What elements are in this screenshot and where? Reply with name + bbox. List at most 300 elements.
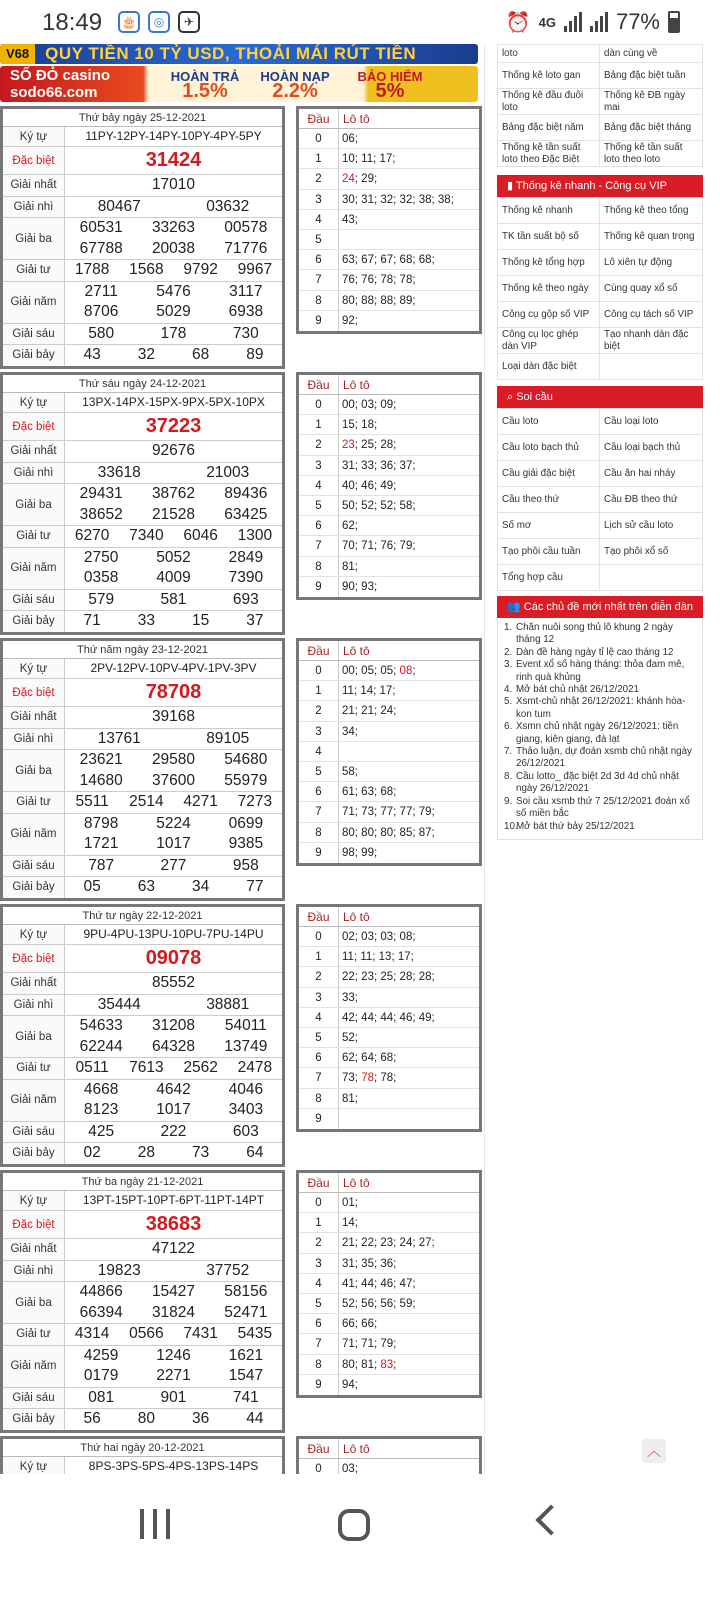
- prize-label: Giải sáu: [3, 324, 65, 345]
- prize-number: 13PT-15PT-10PT-6PT-11PT-14PT: [82, 1193, 265, 1207]
- loto-numbers: 03;: [342, 1463, 358, 1474]
- loto-row: [299, 722, 479, 742]
- loto-head-digit: 3: [299, 190, 339, 209]
- loto-header: Lô tô: [343, 644, 370, 658]
- prize-number: 9967: [237, 261, 273, 278]
- ad-banner-v68[interactable]: [0, 44, 478, 64]
- prize-number: 32: [137, 346, 155, 363]
- prize-row-g1: [3, 175, 282, 197]
- sidebar-link[interactable]: Tạo phôi cầu tuần: [498, 538, 600, 564]
- prize-number: 67788: [79, 239, 123, 257]
- loto-table: [296, 638, 482, 866]
- status-bar: [0, 0, 720, 44]
- draw-date[interactable]: Thứ ba ngày 21-12-2021: [3, 1173, 282, 1191]
- prize-row-ky: [3, 925, 282, 945]
- prize-number: 958: [232, 856, 259, 874]
- prize-number: 0179: [83, 1367, 119, 1384]
- prize-label: Giải tư: [3, 792, 65, 813]
- loto-head-digit: 7: [299, 1068, 339, 1087]
- vip-tools-title: Thống kê nhanh - Công cụ VIP: [515, 180, 667, 192]
- prize-number: 2PV-12PV-10PV-4PV-1PV-3PV: [90, 661, 257, 675]
- sidebar-link[interactable]: Công cụ gộp số VIP: [498, 301, 600, 327]
- sidebar-link[interactable]: Công cụ lọc ghép dàn VIP: [498, 327, 600, 353]
- loto-row: [299, 802, 479, 822]
- sidebar-link[interactable]: Thống kê theo ngày: [498, 275, 600, 301]
- prize-number: 8PS-3PS-5PS-4PS-13PS-14PS: [88, 1459, 259, 1473]
- ad-banner-sodo[interactable]: [0, 66, 478, 102]
- sidebar-link[interactable]: Thống kê tổng hợp: [498, 249, 600, 275]
- sidebar-link[interactable]: Cầu loto bạch thủ: [498, 434, 600, 460]
- prize-number: 787: [88, 856, 115, 874]
- loto-head-digit: 0: [299, 395, 339, 414]
- prize-number: 1017: [156, 1101, 191, 1118]
- clock: 18:49: [42, 9, 103, 36]
- sidebar-link[interactable]: Lô xiên tự động: [600, 249, 702, 275]
- prize-label: Giải bảy: [3, 1409, 65, 1430]
- prize-label: Đặc biệt: [3, 679, 65, 706]
- loto-head-digit: 3: [299, 988, 339, 1007]
- prize-number: 02: [83, 1144, 101, 1161]
- prize-row-g2: [3, 1261, 282, 1283]
- loto-numbers: 40; 46; 49;: [342, 479, 397, 492]
- loto-head-digit: 5: [299, 1028, 339, 1047]
- prize-label: Giải nhất: [3, 175, 65, 196]
- loto-row: [299, 1375, 479, 1395]
- loto-row: [299, 169, 479, 189]
- prize-row-g4: [3, 526, 282, 548]
- prize-number: 1788: [74, 261, 110, 278]
- prize-number: 54011: [224, 1017, 267, 1034]
- loto-table: [296, 106, 482, 334]
- prize-row-g4: [3, 260, 282, 282]
- prize-number: 80467: [97, 197, 141, 215]
- loto-numbers: 11; 14; 17;: [342, 685, 396, 698]
- loto-numbers: 52;: [342, 1031, 358, 1044]
- prize-label: Giải bảy: [3, 611, 65, 632]
- loto-row: [299, 536, 479, 556]
- loto-numbers: 70; 71; 76; 79;: [342, 540, 416, 553]
- promo-label: BẢO HIỂM: [357, 69, 423, 84]
- sidebar-link[interactable]: Số mơ: [498, 512, 600, 538]
- sidebar-link[interactable]: Thống kê loto gan: [498, 62, 600, 88]
- soi-cau-panel: [497, 386, 703, 591]
- loto-numbers: 21; 22; 23; 24; 27;: [342, 1237, 435, 1250]
- prize-label: Giải ba: [3, 484, 65, 525]
- loto-numbers: 30; 31; 32; 32; 38; 38;: [342, 193, 454, 206]
- prize-label: Giải tư: [3, 260, 65, 281]
- prize-number: 1017: [156, 835, 191, 852]
- prize-number: 44866: [79, 1283, 123, 1300]
- forum-topic-link[interactable]: [504, 721, 696, 746]
- loto-numbers: 06;: [342, 133, 358, 145]
- prize-number: 60531: [79, 219, 123, 236]
- prize-number: 63425: [224, 505, 268, 523]
- prize-number: 92676: [151, 442, 196, 459]
- loto-head-digit: 5: [299, 496, 339, 515]
- prize-number: 9PU-4PU-13PU-10PU-7PU-14PU: [83, 927, 264, 941]
- prize-label: Giải năm: [3, 1080, 65, 1121]
- sidebar-link[interactable]: Tổng hợp cầu: [498, 564, 600, 590]
- loto-numbers: 15; 18;: [342, 419, 378, 432]
- prize-label: Giải bảy: [3, 877, 65, 898]
- sodo-logo: SỐ ĐỎ casino sodo66.com: [10, 67, 111, 101]
- loto-head-digit: 9: [299, 843, 339, 863]
- draw-date[interactable]: Thứ tư ngày 22-12-2021: [3, 907, 282, 925]
- promo-value: 5%: [375, 80, 405, 102]
- prize-label: Giải nhất: [3, 441, 65, 462]
- forum-topic-link[interactable]: [504, 684, 696, 696]
- prize-row-g2: [3, 995, 282, 1017]
- prize-number: 9385: [228, 835, 264, 852]
- prize-number: 37223: [145, 415, 202, 437]
- prize-number: 37752: [206, 1261, 250, 1279]
- prize-number: 2562: [183, 1059, 218, 1076]
- prize-number: 1300: [237, 527, 273, 544]
- prize-number: 43: [83, 346, 101, 363]
- loto-row: [299, 456, 479, 476]
- sidebar-link[interactable]: Thống kê tần suất loto theo loto: [600, 140, 702, 166]
- sidebar-link[interactable]: Cầu theo thứ: [498, 486, 600, 512]
- prize-number: 741: [232, 1388, 259, 1406]
- loto-row: [299, 1048, 479, 1068]
- prize-label: Ký tự: [3, 393, 65, 412]
- prize-label: Đặc biệt: [3, 413, 65, 440]
- prize-row-g1: [3, 1239, 282, 1261]
- forum-topic-index: 8.: [504, 770, 513, 782]
- loto-head-digit: 1: [299, 149, 339, 168]
- prize-number: 2750: [83, 548, 119, 566]
- recent-apps-icon[interactable]: [140, 1509, 179, 1544]
- prize-number: 4009: [156, 569, 191, 586]
- loto-row: [299, 762, 479, 782]
- loto-numbers: 71; 71; 79;: [342, 1338, 397, 1351]
- prize-number: 54633: [79, 1017, 123, 1034]
- loto-row: [299, 661, 479, 681]
- prize-number: 37600: [151, 771, 196, 789]
- loto-head-digit: 1: [299, 947, 339, 966]
- prize-number: 52471: [224, 1303, 268, 1321]
- loto-numbers: 42; 44; 44; 46; 49;: [342, 1011, 435, 1024]
- prize-number: 23621: [79, 751, 123, 768]
- prize-label: Giải sáu: [3, 590, 65, 611]
- dau-header: Đầu: [299, 641, 339, 660]
- loto-row: [299, 1334, 479, 1354]
- draw-date[interactable]: Thứ bảy ngày 25-12-2021: [3, 109, 282, 127]
- prize-row-g7: [3, 1409, 282, 1430]
- sidebar-link[interactable]: Cầu ăn hai nháy: [600, 460, 702, 486]
- loto-row: [299, 823, 479, 843]
- loto-numbers: 98; 99;: [342, 846, 378, 859]
- prize-number: 0699: [228, 814, 264, 832]
- loto-head-digit: 1: [299, 1213, 339, 1232]
- prize-number: 4314: [74, 1325, 110, 1342]
- loto-numbers: 31; 33; 36; 37;: [342, 459, 416, 472]
- prize-number: 693: [232, 590, 259, 608]
- loto-row: [299, 1314, 479, 1334]
- network-type: 4G: [538, 14, 556, 30]
- sidebar-link[interactable]: Công cụ tách số VIP: [600, 301, 702, 327]
- dau-header: Đầu: [299, 1173, 339, 1192]
- prize-number: 37: [246, 612, 264, 629]
- loto-head-digit: 8: [299, 1089, 339, 1108]
- v68-logo: V68: [0, 44, 35, 64]
- loto-head-digit: 4: [299, 1274, 339, 1293]
- promo-label: HOÀN TRẢ: [170, 69, 240, 84]
- loto-row: [299, 395, 479, 415]
- vip-tools-panel: [497, 175, 703, 380]
- prize-row-db: [3, 1211, 282, 1239]
- prize-number: 21528: [151, 505, 196, 523]
- prize-number: 58156: [224, 1283, 268, 1300]
- loto-numbers: 66; 66;: [342, 1318, 378, 1331]
- prize-label: Giải nhì: [3, 197, 65, 218]
- prize-number: 1547: [228, 1367, 264, 1384]
- loto-head-digit: 6: [299, 782, 339, 801]
- loto-head-digit: 0: [299, 1459, 339, 1474]
- forum-topic-index: 9.: [504, 795, 513, 807]
- loto-row: [299, 681, 479, 701]
- soi-cau-header: ⌕ Soi cầu: [497, 386, 703, 408]
- loto-head-digit: 6: [299, 516, 339, 535]
- prize-row-g3: [3, 1016, 282, 1058]
- loto-row: [299, 557, 479, 577]
- draw-date[interactable]: Thứ năm ngày 23-12-2021: [3, 641, 282, 659]
- prize-label: Giải ba: [3, 1282, 65, 1323]
- loto-row: [299, 988, 479, 1008]
- sidebar-link[interactable]: Cầu ĐB theo thứ: [600, 486, 702, 512]
- prize-row-g3: [3, 218, 282, 260]
- prize-number: 78708: [145, 681, 202, 703]
- sidebar-link[interactable]: Thống kê đầu đuôi loto: [498, 88, 600, 114]
- prize-row-g7: [3, 877, 282, 898]
- prize-number: 73: [192, 1144, 210, 1161]
- loto-head-digit: 9: [299, 1375, 339, 1395]
- forum-title: Các chủ đề mới nhất trên diễn đàn: [523, 601, 694, 613]
- prize-label: Giải sáu: [3, 856, 65, 877]
- prize-label: Giải ba: [3, 750, 65, 791]
- prize-number: 11PY-12PY-14PY-10PY-4PY-5PY: [85, 129, 262, 143]
- ad-text: QUY TIỀN 10 TỶ USD, THOẢI MÁI RÚT TIỀN: [45, 44, 417, 63]
- loto-head-digit: 1: [299, 415, 339, 434]
- loto-head-digit: 0: [299, 661, 339, 680]
- forum-topic-index: 1.: [504, 622, 513, 633]
- loto-numbers: 81;: [342, 1092, 358, 1105]
- forum-topic-link[interactable]: [504, 796, 696, 821]
- sidebar-link[interactable]: Cầu giải đặc biệt: [498, 460, 600, 486]
- prize-number: 081: [88, 1388, 115, 1406]
- draw-date[interactable]: Thứ sáu ngày 24-12-2021: [3, 375, 282, 393]
- result-table: [0, 904, 285, 1167]
- prize-number: 0511: [75, 1059, 109, 1076]
- promo-value: 2.2%: [272, 80, 318, 102]
- prize-number: 19823: [97, 1261, 141, 1279]
- prize-label: Ký tự: [3, 1457, 65, 1474]
- loto-numbers: 62;: [342, 520, 358, 533]
- prize-label: Giải nhất: [3, 973, 65, 994]
- loto-header: Lô tô: [343, 910, 370, 924]
- prize-label: Giải nhì: [3, 995, 65, 1016]
- prize-label: Giải nhất: [3, 1239, 65, 1260]
- prize-label: Giải nhì: [3, 729, 65, 750]
- prize-number: 5052: [156, 548, 191, 566]
- prize-label: Đặc biệt: [3, 147, 65, 174]
- loto-head-digit: 6: [299, 1314, 339, 1333]
- dau-header: Đầu: [299, 375, 339, 394]
- prize-number: 31208: [151, 1017, 196, 1034]
- sidebar-link[interactable]: Cầu loại loto: [600, 408, 702, 434]
- sidebar-link[interactable]: Thống kê ĐB ngày mai: [600, 88, 702, 114]
- loto-numbers: 31; 35; 36;: [342, 1257, 397, 1270]
- loto-row: [299, 927, 479, 947]
- prize-number: 14680: [79, 771, 123, 789]
- loto-numbers: 10; 11; 17;: [342, 153, 396, 166]
- loto-numbers: 80; 88; 88; 89;: [342, 294, 416, 307]
- sidebar-link[interactable]: Bảng đặc biệt tuần: [600, 62, 702, 88]
- prize-number: 1721: [83, 835, 119, 852]
- sidebar-link[interactable]: Thống kê tần suất loto theo Đặc Biệt: [498, 140, 600, 166]
- sidebar-link[interactable]: dàn cùng về: [600, 44, 702, 62]
- forum-topic-index: 10.: [504, 820, 518, 832]
- prize-row-db: [3, 945, 282, 973]
- sidebar-link[interactable]: Thống kê nhanh: [498, 197, 600, 223]
- loto-table: [296, 904, 482, 1132]
- loto-numbers: [339, 1109, 342, 1129]
- loto-numbers: 24; 29;: [342, 173, 378, 186]
- prize-label: Giải tư: [3, 1058, 65, 1079]
- loto-numbers: 02; 03; 03; 08;: [342, 931, 416, 943]
- loto-numbers: [339, 742, 342, 761]
- prize-number: 3117: [229, 282, 263, 300]
- draw-date[interactable]: Thứ hai ngày 20-12-2021: [3, 1439, 282, 1457]
- forum-topic-link[interactable]: [504, 696, 696, 721]
- sidebar-link[interactable]: Cùng quay xổ số: [600, 275, 702, 301]
- loto-numbers: 76; 76; 78; 78;: [342, 274, 416, 287]
- prize-row-g2: [3, 729, 282, 751]
- sidebar-link[interactable]: Thống kê theo tổng: [600, 197, 702, 223]
- loto-numbers: 00; 05; 05; 08;: [342, 665, 416, 677]
- sidebar-link[interactable]: Cầu loto: [498, 408, 600, 434]
- loto-head-digit: 0: [299, 1193, 339, 1212]
- home-icon[interactable]: [338, 1509, 370, 1541]
- prize-row-db: [3, 679, 282, 707]
- prize-row-g3: [3, 484, 282, 526]
- prize-number: 77: [246, 878, 264, 895]
- sidebar-link[interactable]: Bảng đặc biệt tháng: [600, 114, 702, 140]
- ad-promo-2: [250, 69, 340, 102]
- loto-row: [299, 270, 479, 290]
- forum-topic-link[interactable]: [504, 622, 696, 647]
- loto-row: [299, 230, 479, 250]
- loto-head-digit: 8: [299, 291, 339, 310]
- prize-number: 4046: [228, 1080, 264, 1098]
- prize-row-ky: [3, 1191, 282, 1211]
- prize-number: 4271: [183, 793, 218, 810]
- forum-topic-link[interactable]: [504, 746, 696, 771]
- sidebar-link[interactable]: loto: [498, 44, 600, 62]
- forum-topic-link[interactable]: [504, 771, 696, 796]
- prize-number: 21003: [206, 463, 250, 481]
- scroll-to-top-button[interactable]: ︿: [642, 1439, 666, 1463]
- loto-head-digit: 8: [299, 557, 339, 576]
- loto-numbers: 34;: [342, 725, 358, 738]
- dau-header: Đầu: [299, 907, 339, 926]
- forum-topic-index: 2.: [504, 646, 513, 658]
- sidebar-link[interactable]: Loại dàn đặc biệt: [498, 353, 600, 379]
- loto-head-digit: 7: [299, 536, 339, 555]
- loto-numbers: 11; 11; 13; 17;: [342, 951, 414, 964]
- sidebar-link[interactable]: Tạo phôi xổ số: [600, 538, 702, 564]
- loto-row: [299, 577, 479, 597]
- loto-numbers: 14;: [342, 1217, 358, 1230]
- android-nav-bar: [0, 1474, 720, 1600]
- loto-row: [299, 1008, 479, 1028]
- prize-number: 13PX-14PX-15PX-9PX-5PX-10PX: [82, 395, 265, 409]
- loto-row: [299, 210, 479, 230]
- loto-row: [299, 1068, 479, 1088]
- prize-number: 9792: [183, 261, 218, 278]
- result-table: [0, 1170, 285, 1433]
- forum-topic-link[interactable]: [504, 659, 696, 684]
- prize-number: 85552: [151, 974, 196, 991]
- sidebar-link[interactable]: Tạo nhanh dàn đặc biệt: [600, 327, 702, 353]
- prize-row-g4: [3, 1324, 282, 1346]
- sidebar-link[interactable]: Thống kê quan trọng: [600, 223, 702, 249]
- prize-number: 8123: [83, 1101, 119, 1118]
- forum-topic-link[interactable]: [504, 647, 696, 659]
- prize-number: 20038: [151, 239, 196, 257]
- prize-row-g6: [3, 590, 282, 612]
- prize-number: 603: [232, 1122, 259, 1140]
- prize-label: Giải tư: [3, 1324, 65, 1345]
- forum-topic-link[interactable]: [504, 821, 696, 833]
- sidebar: [484, 44, 720, 1474]
- loto-numbers: 43;: [342, 213, 358, 226]
- result-table: [0, 372, 285, 635]
- forum-topic-title: Event xổ số hàng tháng: thỏa đam mê, rinh quà khủng: [516, 659, 685, 683]
- forum-topic-title: Xsmn chủ nhật ngày 26/12/2021: tiền giang, kiên giang, đà lạt: [516, 721, 679, 745]
- soi-cau-title: Soi cầu: [516, 391, 553, 403]
- sidebar-link[interactable]: Lịch sử cầu loto: [600, 512, 702, 538]
- sidebar-link[interactable]: Bảng đặc biệt năm: [498, 114, 600, 140]
- sidebar-link[interactable]: TK tần suất bộ số: [498, 223, 600, 249]
- cake-icon: 🎂: [118, 11, 140, 33]
- sidebar-link[interactable]: Cầu loại bạch thủ: [600, 434, 702, 460]
- forum-topic-title: Mở bát thứ bảy 25/12/2021: [516, 820, 635, 832]
- prize-label: Giải sáu: [3, 1388, 65, 1409]
- prize-number: 6046: [183, 527, 218, 544]
- prize-number: 17010: [151, 176, 196, 193]
- loto-numbers: 22; 23; 25; 28; 28;: [342, 971, 435, 984]
- forum-topic-title: Mở bát chủ nhật 26/12/2021: [516, 684, 639, 696]
- loto-numbers: 90; 93;: [342, 580, 378, 593]
- loto-row: [299, 129, 479, 149]
- signal-icon-2: [590, 12, 608, 32]
- loto-row: [299, 742, 479, 762]
- prize-number: 5476: [156, 282, 191, 300]
- prize-number: 730: [232, 324, 259, 342]
- prize-number: 71776: [224, 239, 268, 257]
- loto-row: [299, 291, 479, 311]
- back-icon[interactable]: [535, 1504, 566, 1535]
- prize-row-db: [3, 413, 282, 441]
- page-content: [0, 44, 720, 1474]
- loto-row: [299, 476, 479, 496]
- loto-head-digit: 6: [299, 1048, 339, 1067]
- result-table: [0, 638, 285, 901]
- prize-row-g3: [3, 1282, 282, 1324]
- prize-row-g5: [3, 1080, 282, 1122]
- loto-head-digit: 9: [299, 577, 339, 597]
